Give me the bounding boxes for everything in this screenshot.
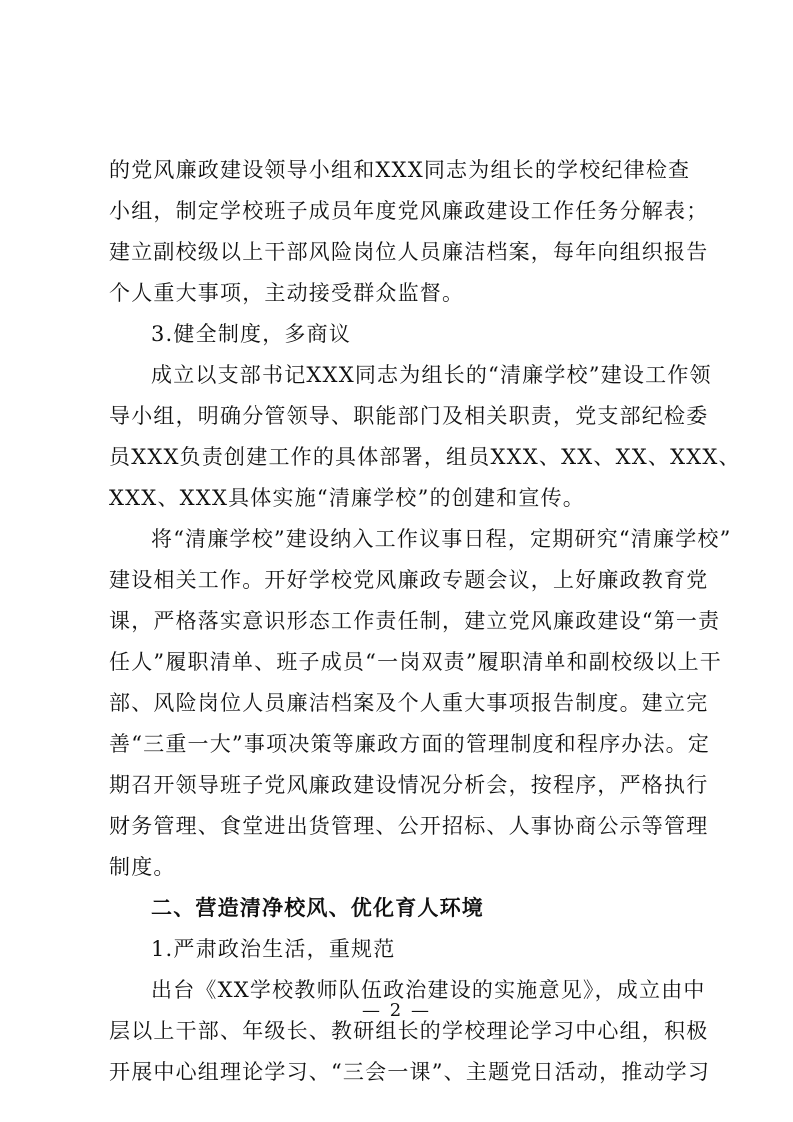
text-line: 建立副校级以上干部风险岗位人员廉洁档案，每年向组织报告 bbox=[109, 240, 709, 264]
text-line: 开展中心组理论学习、“三会一课”、主题党日活动，推动学习 bbox=[109, 1060, 711, 1084]
text-line: 个人重大事项，主动接受群众监督。 bbox=[109, 281, 465, 305]
text-line: 成立以支部书记XXX同志为组长的“清廉学校”建设工作领 bbox=[151, 363, 712, 387]
paragraph-leading-group bbox=[109, 355, 741, 519]
text-line: XXX、XXX具体实施“清廉学校”的创建和宣传。 bbox=[109, 486, 585, 510]
page-number: — 2 — bbox=[362, 1000, 431, 1021]
subheading-political-life bbox=[109, 929, 699, 970]
text-line: 将“清廉学校”建设纳入工作议事日程，定期研究“清廉学校” bbox=[151, 527, 732, 551]
text-line: 善“三重一大”事项决策等廉政方面的管理制度和程序办法。定 bbox=[109, 732, 711, 756]
text-line: 导小组，明确分管领导、职能部门及相关职责，党支部纪检委 bbox=[109, 404, 709, 428]
text-line: 出台《XX学校教师队伍政治建设的实施意见》，成立由中 bbox=[151, 978, 706, 1002]
text-line: 建设相关工作。开好学校党风廉政专题会议，上好廉政教育党 bbox=[109, 568, 709, 592]
document-body bbox=[109, 150, 741, 1093]
text-line: 期召开领导班子党风廉政建设情况分析会，按程序，严格执行 bbox=[109, 773, 709, 797]
section-heading-two bbox=[109, 888, 699, 929]
text-line: 的党风廉政建设领导小组和XXX同志为组长的学校纪律检查 bbox=[109, 158, 691, 182]
paragraph-continuation bbox=[109, 150, 709, 314]
text-line: 3.健全制度，多商议 bbox=[151, 322, 352, 346]
paragraph-implementation bbox=[109, 970, 711, 1093]
subheading-improve-system bbox=[109, 314, 699, 355]
text-line: 1.严肃政治生活，重规范 bbox=[151, 937, 396, 961]
text-line: 课，严格落实意识形态工作责任制，建立党风廉政建设“第一责 bbox=[109, 609, 721, 633]
text-line: 小组，制定学校班子成员年度党风廉政建设工作任务分解表； bbox=[109, 199, 709, 223]
text-line: 二、营造清净校风、优化育人环境 bbox=[151, 896, 484, 920]
text-line: 员XXX负责创建工作的具体部署，组员XXX、XX、XX、XXX、 bbox=[109, 445, 741, 469]
paragraph-agenda bbox=[109, 519, 732, 888]
text-line: 层以上干部、年级长、教研组长的学校理论学习中心组，积极 bbox=[109, 1019, 709, 1043]
text-line: 任人”履职清单、班子成员“一岗双责”履职清单和副校级以上干 bbox=[109, 650, 723, 674]
text-line: 部、风险岗位人员廉洁档案及个人重大事项报告制度。建立完 bbox=[109, 691, 709, 715]
text-line: 财务管理、食堂进出货管理、公开招标、人事协商公示等管理 bbox=[109, 814, 709, 838]
text-line: 制度。 bbox=[109, 855, 176, 879]
